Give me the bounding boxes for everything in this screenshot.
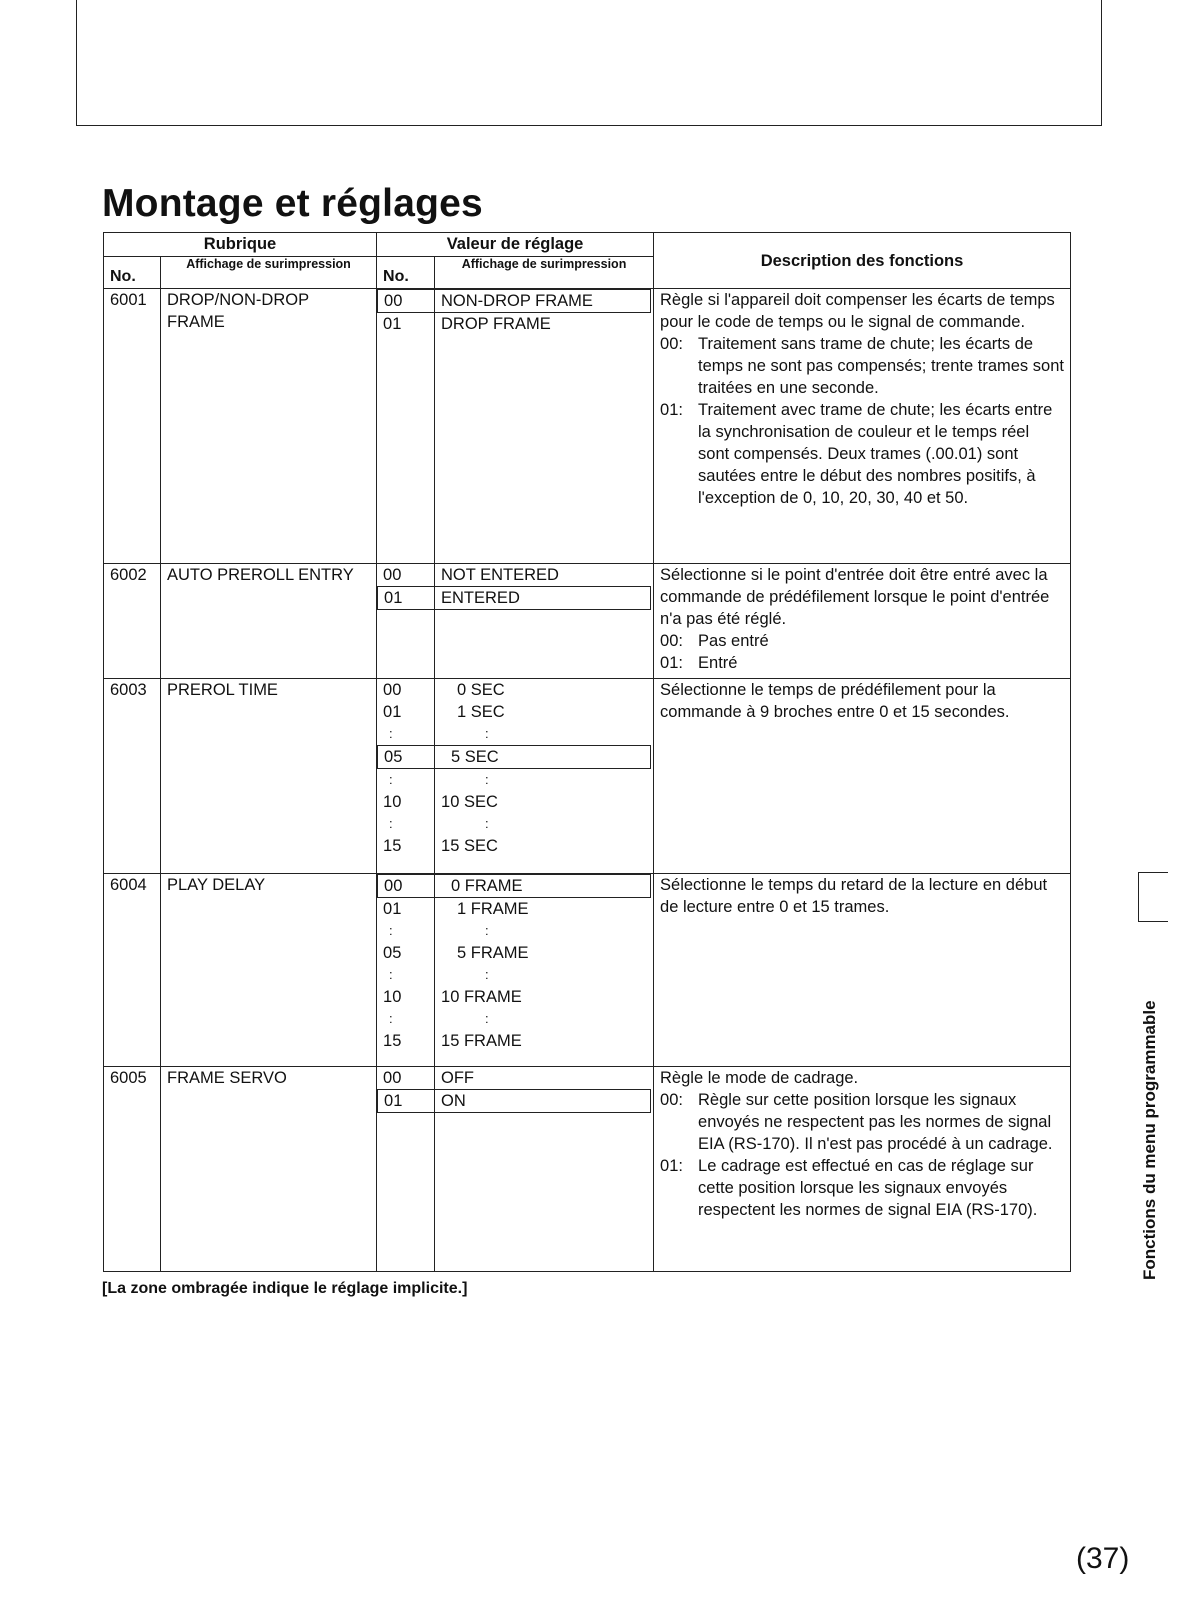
description-paragraph (660, 874, 1064, 918)
description-text: Règle si l'appareil doit compenser les écarts de temps pour le code de temps ou le signal de commande. (660, 291, 1055, 331)
description-text: Sélectionne si le point d'entrée doit être entré avec la commande de prédéfilement lorsque le point d'entrée n'a pas été réglé. (660, 566, 1050, 628)
side-tab-marker (1138, 872, 1168, 922)
description-text: Pas entré (698, 632, 769, 650)
value-number: 01 (383, 315, 402, 333)
page-title: Montage et réglages (102, 182, 483, 225)
page-number: (37) (1076, 1542, 1130, 1575)
value-label: : (485, 726, 489, 741)
table-body (104, 289, 1071, 1272)
value-number: 10 (383, 793, 402, 811)
value-number: 00 (383, 1069, 402, 1087)
value-label: 15 SEC (441, 837, 498, 855)
default-value-number: 05 (377, 745, 434, 769)
default-value-label: 5 SEC (435, 745, 651, 769)
description-text: Sélectionne le temps de prédéfilement pour la commande à 9 broches entre 0 et 15 secondes. (660, 681, 1010, 721)
row-number: 6001 (104, 289, 161, 564)
value-number: 05 (383, 944, 402, 962)
description-paragraph (660, 1155, 1064, 1221)
row-item-name (161, 564, 377, 679)
header-item-display: Affichage de surimpression (161, 257, 377, 289)
value-number: 01 (383, 703, 402, 721)
value-numbers (377, 1067, 435, 1272)
row-item-name (161, 874, 377, 1067)
value-label: 15 FRAME (441, 1032, 522, 1050)
value-number: 10 (383, 988, 402, 1006)
description-paragraph (660, 289, 1064, 333)
value-label: : (485, 1011, 489, 1026)
table-row (104, 874, 1071, 1067)
value-label: DROP FRAME (441, 315, 551, 333)
value-labels (435, 564, 654, 679)
value-label: : (485, 816, 489, 831)
table-row (104, 679, 1071, 874)
table-row (104, 289, 1071, 564)
header-description: Description des fonctions (654, 233, 1071, 289)
value-number: 00 (383, 681, 402, 699)
description-text: Sélectionne le temps du retard de la lecture en début de lecture entre 0 et 15 trames. (660, 876, 1048, 916)
value-labels (435, 874, 654, 1067)
description-text: Règle sur cette position lorsque les signaux envoyés ne respectent pas les normes de signal EIA (RS-170). Il n'est pas procédé à un cadrage. (698, 1091, 1053, 1153)
value-label: NOT ENTERED (441, 566, 559, 584)
side-section-label: Fonctions du menu programmable (1140, 1000, 1159, 1280)
header-value-no: No. (377, 257, 435, 289)
description-value-code: 01: (660, 654, 683, 672)
value-label: 5 FRAME (457, 944, 529, 962)
row-number: 6002 (104, 564, 161, 679)
description-paragraph (660, 630, 1064, 652)
description-value-code: 00: (660, 335, 683, 353)
description-paragraph (660, 399, 1064, 509)
description-paragraph (660, 652, 1064, 674)
value-number: : (389, 1011, 393, 1026)
value-number: 15 (383, 1032, 402, 1050)
item-name-line: AUTO PREROLL ENTRY (167, 566, 354, 584)
footnote: [La zone ombragée indique le réglage implicite.] (102, 1280, 468, 1297)
description-text: Règle le mode de cadrage. (660, 1069, 859, 1087)
value-number: 01 (383, 900, 402, 918)
value-labels (435, 679, 654, 874)
value-label: 0 SEC (457, 681, 505, 699)
default-value-label: ENTERED (435, 586, 651, 610)
item-name-line: PREROL TIME (167, 681, 278, 699)
value-label: 1 SEC (457, 703, 505, 721)
value-number: : (389, 726, 393, 741)
value-number: : (389, 816, 393, 831)
description-paragraph (660, 679, 1064, 723)
row-item-name (161, 679, 377, 874)
default-value-label: 0 FRAME (435, 874, 651, 898)
item-name-line: FRAME (167, 313, 225, 331)
row-description (654, 289, 1071, 564)
value-number: : (389, 967, 393, 982)
table-row (104, 1067, 1071, 1272)
row-item-name (161, 1067, 377, 1272)
default-value-number: 01 (377, 586, 434, 610)
value-number: 15 (383, 837, 402, 855)
description-paragraph (660, 1067, 1064, 1089)
description-paragraph (660, 564, 1064, 630)
default-value-label: ON (435, 1089, 651, 1113)
description-paragraph (660, 333, 1064, 399)
row-item-name (161, 289, 377, 564)
header-valeur: Valeur de réglage (377, 233, 654, 257)
description-value-code: 00: (660, 1091, 683, 1109)
value-number: : (389, 923, 393, 938)
header-value-display: Affichage de surimpression (435, 257, 654, 289)
value-label: 1 FRAME (457, 900, 529, 918)
default-value-number: 01 (377, 1089, 434, 1113)
value-label: 10 SEC (441, 793, 498, 811)
default-value-number: 00 (377, 874, 434, 898)
row-description (654, 679, 1071, 874)
item-name-line: FRAME SERVO (167, 1069, 287, 1087)
value-numbers (377, 679, 435, 874)
value-label: 10 FRAME (441, 988, 522, 1006)
value-label: OFF (441, 1069, 475, 1087)
description-value-code: 01: (660, 401, 683, 419)
top-frame (76, 0, 1102, 126)
description-paragraph (660, 1089, 1064, 1155)
description-text: Traitement avec trame de chute; les écarts entre la synchronisation de couleur et le temps réel sont compensés. Deux trames (.00.01) sont sautées entre le début des nombres positifs, à l'exception de 0, 10, 20, 30, 40 et 50. (698, 401, 1053, 507)
description-value-code: 01: (660, 1157, 683, 1175)
row-number: 6004 (104, 874, 161, 1067)
value-number: 00 (383, 566, 402, 584)
value-label: : (485, 772, 489, 787)
row-description (654, 1067, 1071, 1272)
item-name-line: DROP/NON-DROP (167, 291, 310, 309)
value-numbers (377, 874, 435, 1067)
value-label: : (485, 923, 489, 938)
item-name-line: PLAY DELAY (167, 876, 266, 894)
row-number: 6003 (104, 679, 161, 874)
description-text: Le cadrage est effectué en cas de réglage sur cette position lorsque les signaux envoyés respectent les normes de signal EIA (RS-170). (698, 1157, 1038, 1219)
row-number: 6005 (104, 1067, 161, 1272)
description-value-code: 00: (660, 632, 683, 650)
value-numbers (377, 289, 435, 564)
header-rubrique: Rubrique (104, 233, 377, 257)
value-labels (435, 1067, 654, 1272)
description-text: Entré (698, 654, 738, 672)
value-labels (435, 289, 654, 564)
value-number: : (389, 772, 393, 787)
value-numbers (377, 564, 435, 679)
value-label: : (485, 967, 489, 982)
row-description (654, 874, 1071, 1067)
row-description (654, 564, 1071, 679)
default-value-label: NON-DROP FRAME (435, 289, 651, 313)
table-row (104, 564, 1071, 679)
header-item-no: No. (104, 257, 161, 289)
settings-table (103, 232, 1071, 1272)
description-text: Traitement sans trame de chute; les écarts de temps ne sont pas compensés; trente trames sont traitées en une seconde. (698, 335, 1064, 397)
default-value-number: 00 (377, 289, 434, 313)
